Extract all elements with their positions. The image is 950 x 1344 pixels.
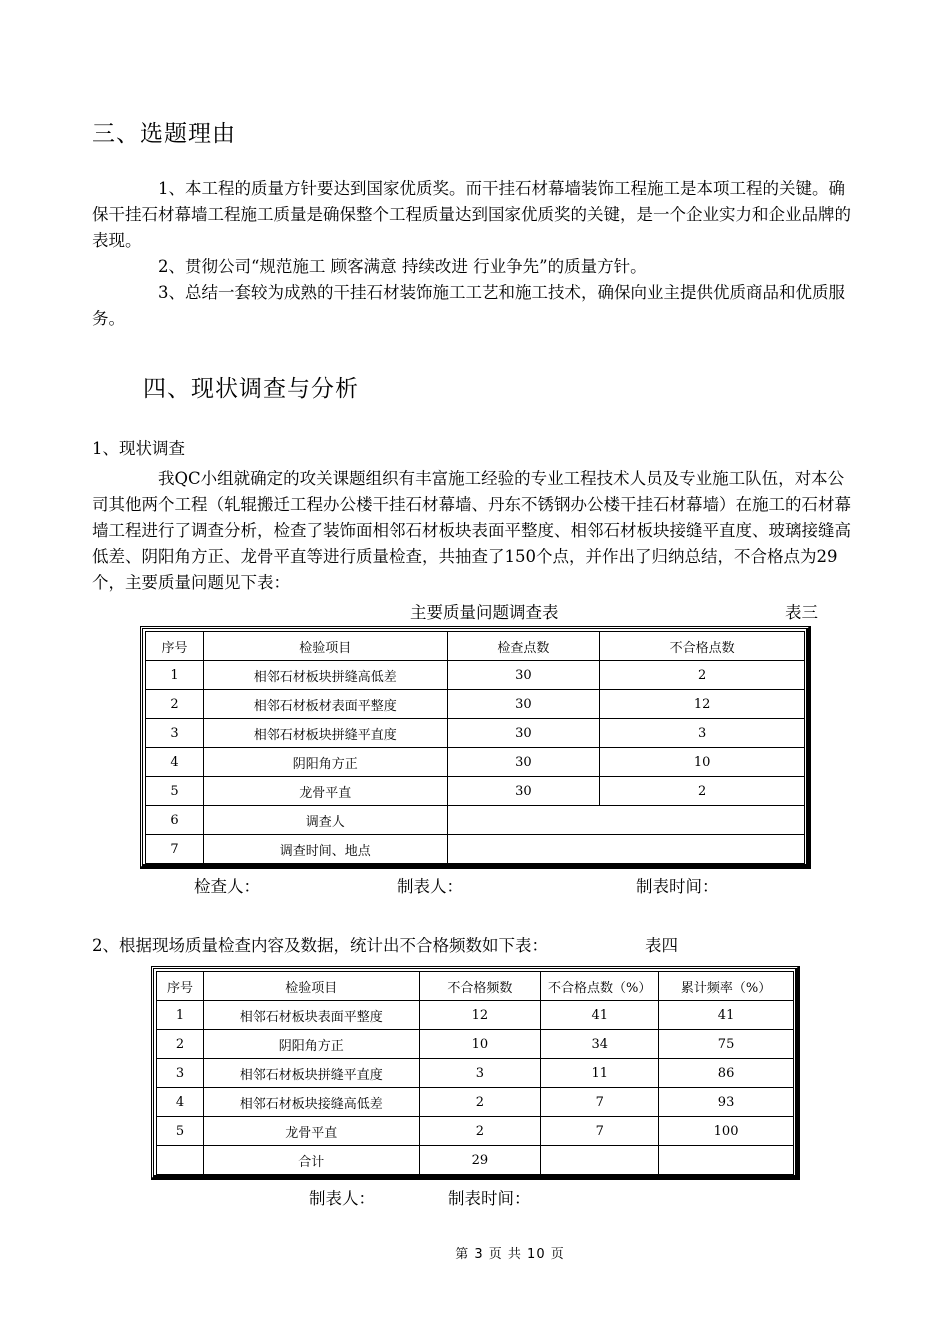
table4-cell: 86: [659, 1059, 794, 1088]
table3-cell: 30: [447, 690, 600, 719]
table-row: [157, 1059, 794, 1088]
table3-empty-cell: [447, 806, 804, 835]
table3-cell: 调查时间、地点: [203, 835, 447, 864]
table3-cell: 6: [146, 806, 204, 835]
table3-frame: [140, 626, 811, 869]
table3-cell: 相邻石材板块拼缝平直度: [203, 719, 447, 748]
table4-cell: 10: [419, 1030, 541, 1059]
table3-cell: 30: [447, 661, 600, 690]
sub1-paragraph: 我QC小组就确定的攻关课题组织有丰富施工经验的专业工程技术人员及专业施工队伍，对本公司其他两个工程（轧辊搬迁工程办公楼干挂石材幕墙、丹东不锈钢办公楼干挂石材幕墙）在施工的石材幕墙工程进行了调查分析，检查了装饰面相邻石材板块表面平整度、相邻石材板块接缝平直度、玻璃接缝高低差、阴阳角方正、龙骨平直等进行质量检查，共抽查了150个点，并作出了归纳总结，不合格点为29个，主要质量问题见下表：: [92, 469, 851, 592]
table3-cell: 龙骨平直: [203, 777, 447, 806]
table4: [156, 971, 794, 1175]
table3-header-row: [146, 632, 805, 661]
table3-cell: 30: [447, 719, 600, 748]
table4-label: 表四: [645, 936, 678, 955]
table4-cell: [541, 1146, 659, 1175]
table4-header-cell: 累计频率（%）: [659, 972, 794, 1001]
table3-cell: 调查人: [203, 806, 447, 835]
table-row: [157, 1088, 794, 1117]
table4-header-cell: 检验项目: [203, 972, 419, 1001]
table4-cell: 相邻石材板块表面平整度: [203, 1001, 419, 1030]
section3-para-2: 2、贯彻公司“规范施工 顾客满意 持续改进 行业争先”的质量方针。: [158, 257, 647, 276]
table4-total-row: [157, 1146, 794, 1175]
table4-cell: 2: [419, 1117, 541, 1146]
table4-time-label: 制表时间：: [448, 1189, 531, 1208]
table3-cell: 阴阳角方正: [203, 748, 447, 777]
table4-cell: 相邻石材板块拼缝平直度: [203, 1059, 419, 1088]
table4-total-label: 合计: [203, 1146, 419, 1175]
table4-cell: 12: [419, 1001, 541, 1030]
table3-header-cell: 检查点数: [447, 632, 600, 661]
table4-cell: 龙骨平直: [203, 1117, 419, 1146]
table3-caption: 主要质量问题调查表: [410, 603, 559, 622]
table4-frame: [151, 966, 800, 1180]
sub2-title: 2、根据现场质量检查内容及数据，统计出不合格频数如下表：: [92, 936, 548, 955]
table4-maker-label: 制表人：: [309, 1189, 375, 1208]
table-row: [157, 1117, 794, 1146]
table-row: [146, 661, 805, 690]
table3-cell: 2: [600, 777, 805, 806]
table3-cell: 相邻石材板块拼缝高低差: [203, 661, 447, 690]
table3-time-label: 制表时间：: [636, 877, 719, 896]
table3-cell: 30: [447, 748, 600, 777]
table4-cell: 7: [541, 1117, 659, 1146]
table4-cell: 3: [419, 1059, 541, 1088]
table3-cell: 10: [600, 748, 805, 777]
table3-cell: 相邻石材板材表面平整度: [203, 690, 447, 719]
table4-cell: 2: [419, 1088, 541, 1117]
table4-cell: 4: [157, 1088, 204, 1117]
table4-cell: 75: [659, 1030, 794, 1059]
table4-header-cell: 不合格点数（%）: [541, 972, 659, 1001]
table-row: [146, 748, 805, 777]
table4-cell: 相邻石材板块接缝高低差: [203, 1088, 419, 1117]
table4-header-cell: 序号: [157, 972, 204, 1001]
table3-cell: 4: [146, 748, 204, 777]
table3: [145, 631, 805, 864]
table3-cell: 30: [447, 777, 600, 806]
table3-cell: 5: [146, 777, 204, 806]
table-row: [146, 806, 805, 835]
table4-cell: 2: [157, 1030, 204, 1059]
table4-cell: 11: [541, 1059, 659, 1088]
table3-cell: 3: [600, 719, 805, 748]
table4-cell: 5: [157, 1117, 204, 1146]
table3-cell: 3: [146, 719, 204, 748]
section4-title: 四、现状调查与分析: [143, 376, 359, 402]
table3-cell: 12: [600, 690, 805, 719]
table4-cell: 3: [157, 1059, 204, 1088]
table3-inspector-label: 检查人：: [194, 877, 260, 896]
table-row: [146, 719, 805, 748]
table4-header-row: [157, 972, 794, 1001]
table4-cell: [659, 1146, 794, 1175]
table4-header-cell: 不合格频数: [419, 972, 541, 1001]
table4-cell: [157, 1146, 204, 1175]
table4-cell: 7: [541, 1088, 659, 1117]
section3-para-1: 1、本工程的质量方针要达到国家优质奖。而干挂石材幕墙装饰工程施工是本项工程的关键。确保干挂石材幕墙工程施工质量是确保整个工程质量达到国家优质奖的关键，是一个企业实力和企业品牌的表现。: [92, 179, 851, 250]
table3-label: 表三: [785, 603, 818, 622]
table4-cell: 34: [541, 1030, 659, 1059]
table3-cell: 2: [146, 690, 204, 719]
table4-cell: 阴阳角方正: [203, 1030, 419, 1059]
section3-para-3: 3、总结一套较为成熟的干挂石材装饰施工工艺和施工技术，确保向业主提供优质商品和优质服务。: [92, 283, 845, 328]
section3-body: [92, 176, 860, 332]
table3-header-cell: 序号: [146, 632, 204, 661]
table3-cell: 7: [146, 835, 204, 864]
section3-title: 三、选题理由: [92, 121, 236, 147]
table-row: [146, 835, 805, 864]
table4-cell: 41: [659, 1001, 794, 1030]
table-row: [146, 777, 805, 806]
table4-cell: 1: [157, 1001, 204, 1030]
table3-cell: 2: [600, 661, 805, 690]
table3-header-cell: 不合格点数: [600, 632, 805, 661]
table3-cell: 1: [146, 661, 204, 690]
table3-maker-label: 制表人：: [397, 877, 463, 896]
table-row: [157, 1030, 794, 1059]
page-footer: 第 3 页 共 10 页: [455, 1247, 565, 1262]
table4-cell: 100: [659, 1117, 794, 1146]
sub1-title: 1、现状调查: [92, 439, 185, 458]
table3-empty-cell: [447, 835, 804, 864]
table4-cell: 41: [541, 1001, 659, 1030]
table4-total-value: 29: [419, 1146, 541, 1175]
table3-header-cell: 检验项目: [203, 632, 447, 661]
table-row: [146, 690, 805, 719]
table-row: [157, 1001, 794, 1030]
sub1-body: [92, 466, 860, 596]
table4-cell: 93: [659, 1088, 794, 1117]
